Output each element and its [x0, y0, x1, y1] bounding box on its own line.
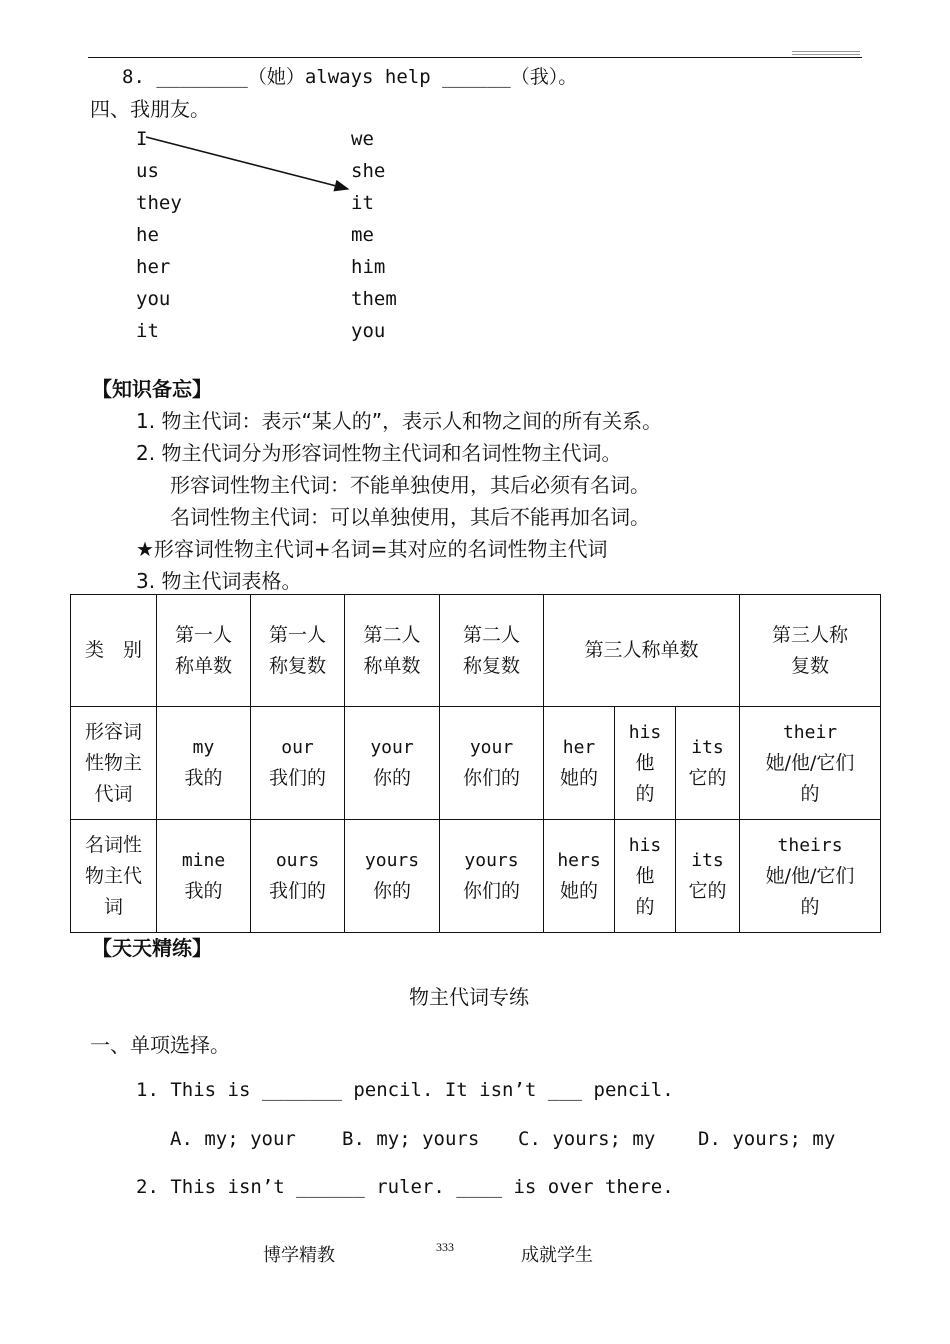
table-cell: her 她的	[544, 707, 615, 820]
question-1: 1. This is _______ pencil. It isn’t ___ pencil.	[136, 1079, 674, 1101]
table-cell: yours 你们的	[440, 820, 544, 933]
table-row	[71, 707, 881, 820]
table-cell: their 她/他/它们 的	[740, 707, 881, 820]
memo-line: 1. 物主代词：表示“某人的”，表示人和物之间的所有关系。	[136, 409, 663, 433]
right-word: them	[351, 288, 397, 310]
row-label: 形容词 性物主 代词	[71, 707, 157, 820]
memo-title: 【知识备忘】	[92, 377, 212, 401]
table-cell: theirs 她/他/它们 的	[740, 820, 881, 933]
right-word: me	[351, 224, 374, 246]
header-cell: 第二人 称复数	[440, 595, 544, 707]
left-word: I	[136, 128, 148, 150]
option-a: A. my; your	[170, 1128, 296, 1150]
right-word: it	[351, 192, 374, 214]
footer-right: 成就学生	[521, 1245, 593, 1266]
left-word: it	[136, 320, 159, 342]
section-4-title: 四、我朋友。	[90, 97, 210, 121]
table-cell: ours 我们的	[251, 820, 345, 933]
memo-line: 名词性物主代词：可以单独使用，其后不能再加名词。	[170, 505, 650, 529]
practice-title: 【天天精练】	[92, 936, 212, 960]
table-row	[71, 820, 881, 933]
table-cell: hers 她的	[544, 820, 615, 933]
right-word: we	[351, 128, 374, 150]
right-word: you	[351, 320, 386, 342]
memo-line: 2. 物主代词分为形容词性物主代词和名词性物主代词。	[136, 441, 622, 465]
table-cell: our 我们的	[251, 707, 345, 820]
option-b: B. my; yours	[342, 1128, 480, 1150]
table-cell: your 你的	[345, 707, 440, 820]
table-cell: his 他 的	[615, 707, 676, 820]
memo-line: 形容词性物主代词：不能单独使用，其后必须有名词。	[170, 473, 650, 497]
memo-line: 3. 物主代词表格。	[136, 569, 302, 593]
right-word: she	[351, 160, 386, 182]
option-d: D. yours; my	[698, 1128, 836, 1150]
left-word: they	[136, 192, 182, 214]
header-cell: 第三人称单数	[544, 595, 740, 707]
table-cell: its 它的	[676, 707, 740, 820]
table-cell: his 他 的	[615, 820, 676, 933]
option-c: C. yours; my	[518, 1128, 656, 1150]
header-cell: 第一人 称单数	[157, 595, 251, 707]
left-word: you	[136, 288, 171, 310]
memo-star-line: ★形容词性物主代词+名词=其对应的名词性物主代词	[136, 537, 608, 561]
question-8: 8. ________（她）always help ______（我）。	[122, 66, 578, 88]
page-number: 333	[436, 1240, 454, 1254]
section-1-title: 一、单项选择。	[90, 1033, 230, 1057]
header-cell: 第二人 称单数	[345, 595, 440, 707]
practice-subtitle: 物主代词专练	[409, 985, 529, 1009]
footer-left: 博学精教	[263, 1245, 335, 1266]
left-word: he	[136, 224, 159, 246]
table-cell: yours 你的	[345, 820, 440, 933]
match-arrow	[0, 0, 950, 400]
left-word: us	[136, 160, 159, 182]
header-cell: 第三人称 复数	[740, 595, 881, 707]
header-cell: 类 别	[71, 595, 157, 707]
left-word: her	[136, 256, 171, 278]
table-cell: mine 我的	[157, 820, 251, 933]
table-header-row	[71, 595, 881, 707]
right-word: him	[351, 256, 386, 278]
table-cell: its 它的	[676, 820, 740, 933]
table-cell: my 我的	[157, 707, 251, 820]
table-cell: your 你们的	[440, 707, 544, 820]
question-2: 2. This isn’t ______ ruler. ____ is over there.	[136, 1176, 674, 1198]
row-label: 名词性 物主代 词	[71, 820, 157, 933]
header-cell: 第一人 称复数	[251, 595, 345, 707]
possessive-pronoun-table	[70, 594, 881, 933]
